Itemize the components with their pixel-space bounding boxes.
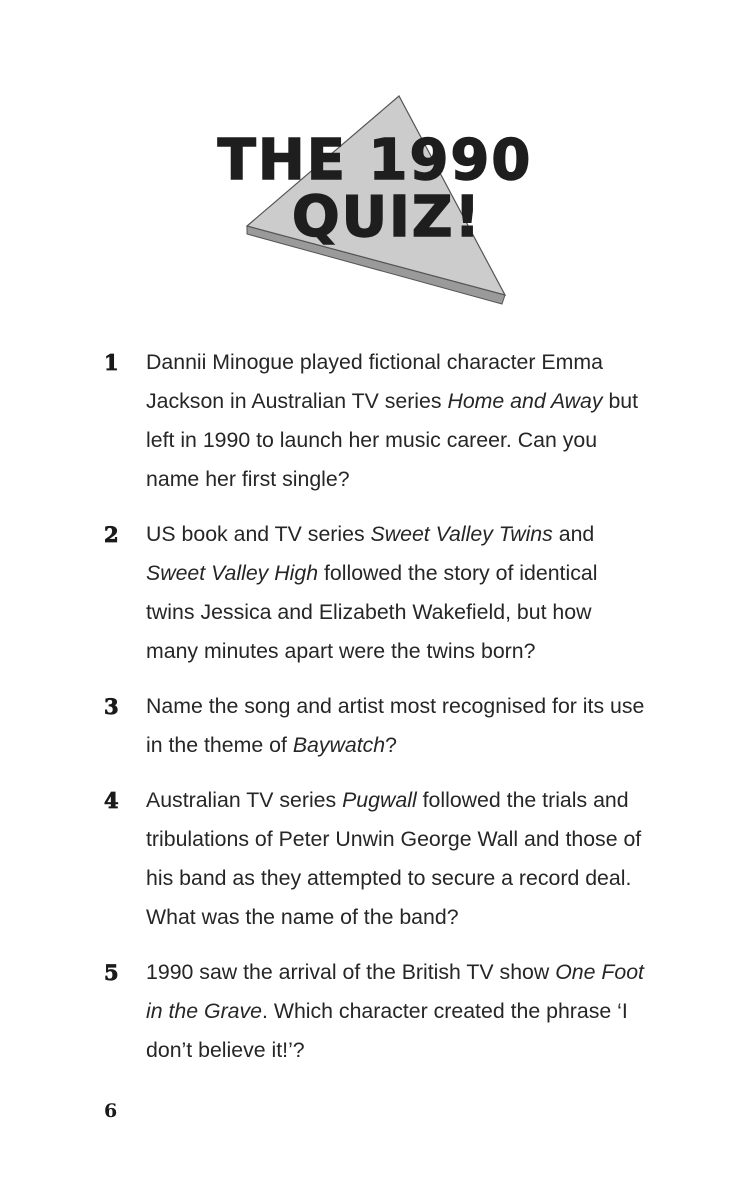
question-item-2 <box>0 515 750 671</box>
question-text-run: . Which character created the phrase ‘I don’t believe it!’? <box>146 999 628 1062</box>
question-text <box>146 953 646 1070</box>
question-title-italic: Baywatch <box>292 733 386 757</box>
question-title-italic: Pugwall <box>342 788 417 812</box>
question-text-run: and <box>552 522 595 546</box>
question-text-run: Australian TV series <box>146 788 343 812</box>
question-title-italic: Home and Away <box>447 389 603 413</box>
question-text <box>146 343 646 499</box>
question-item-1 <box>0 343 750 499</box>
page-title-line-1: THE 1990 <box>217 128 533 193</box>
question-title-italic: Sweet Valley Twins <box>370 522 553 546</box>
question-text-run: followed the trials and tribulations of Peter Unwin George Wall and those of his band as they attempted to secure a record deal. What was the name of the band? <box>146 788 642 929</box>
question-text-run: Dannii Minogue played fictional character Emma Jackson in Australian TV series <box>146 350 603 413</box>
question-text <box>146 687 646 765</box>
page-title-line-2: QUIZ! <box>291 185 483 250</box>
question-text-run: ? <box>385 733 398 757</box>
question-number: 3 <box>104 694 119 719</box>
question-text-run: US book and TV series <box>146 522 371 546</box>
question-list <box>0 343 750 1086</box>
question-item-3 <box>0 687 750 765</box>
question-title-italic: One Foot in the Grave <box>146 960 644 1023</box>
question-text <box>146 781 646 937</box>
page-number: 6 <box>104 1100 118 1122</box>
question-text-run: Name the song and artist most recognised for its use in the theme of <box>146 694 645 757</box>
question-number: 5 <box>104 960 119 985</box>
question-text-run: 1990 saw the arrival of the British TV show <box>146 960 556 984</box>
question-title-italic: Sweet Valley High <box>146 561 319 585</box>
question-text-run: followed the story of identical twins Jessica and Elizabeth Wakefield, but how many minutes apart were the twins born? <box>146 561 598 663</box>
question-text <box>146 515 646 671</box>
title-graphic <box>0 0 750 330</box>
question-item-5 <box>0 953 750 1070</box>
question-text-run: but left in 1990 to launch her music career. Can you name her first single? <box>146 389 639 491</box>
question-number: 4 <box>104 788 119 813</box>
question-number: 1 <box>104 350 119 375</box>
question-item-4 <box>0 781 750 937</box>
question-number: 2 <box>104 522 119 547</box>
